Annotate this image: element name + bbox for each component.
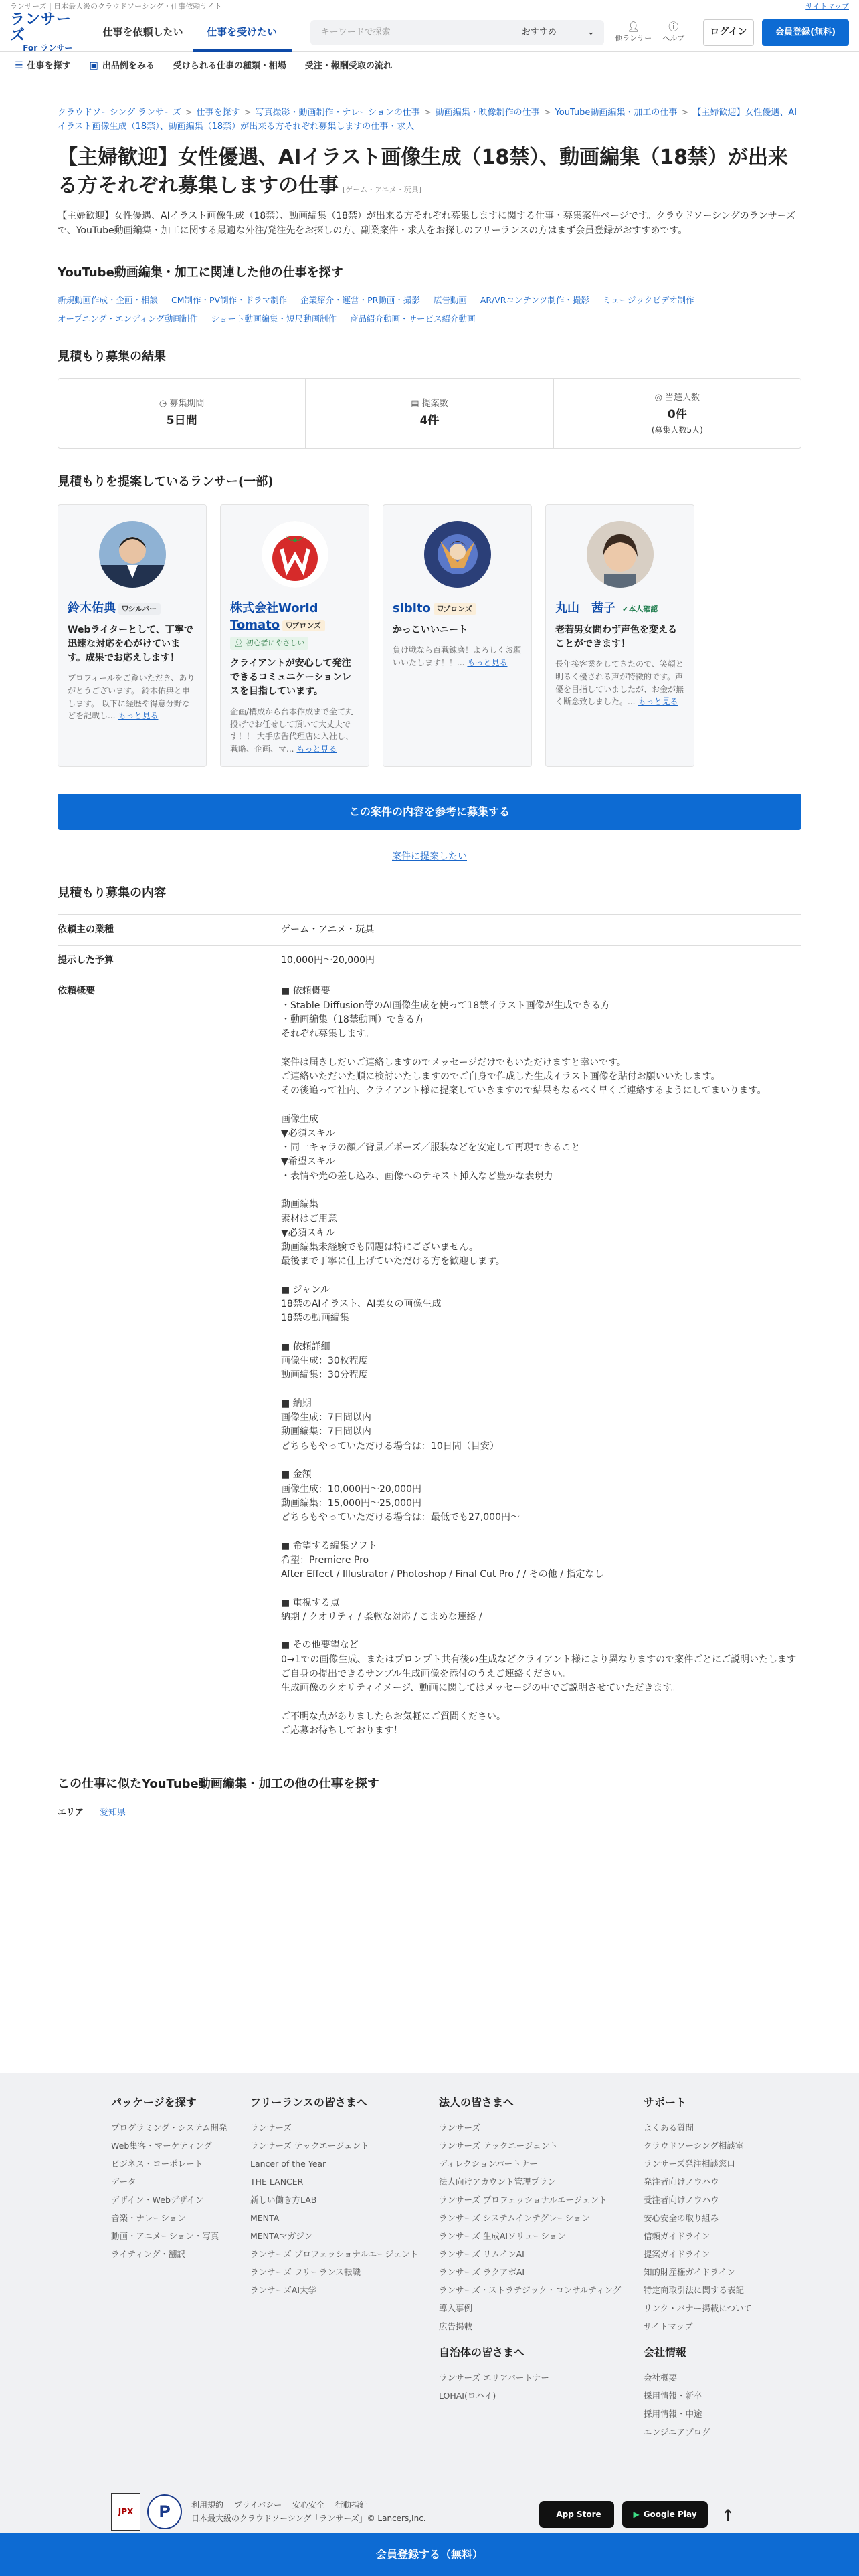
list-icon: ☰ <box>15 60 23 71</box>
footer-col-freelancers <box>250 2095 439 2441</box>
footer <box>0 2073 859 2576</box>
back-to-top-icon[interactable]: ↑ <box>721 2506 735 2525</box>
footer-link[interactable]: 広告掲載 <box>439 2321 473 2331</box>
footer-col-packages <box>111 2095 250 2441</box>
footer-link[interactable]: ランサーズ エリアパートナー <box>439 2373 549 2383</box>
footer-link[interactable]: 法人向けアカウント管理プラン <box>439 2177 556 2187</box>
more-link[interactable]: もっと見る <box>638 697 678 707</box>
search-box <box>310 20 604 45</box>
verified-badge <box>618 603 662 615</box>
proposer-card[interactable] <box>220 504 369 767</box>
proposer-card[interactable] <box>58 504 207 767</box>
lead-text: 【主婦歓迎】女性優遇、AIイラスト画像生成（18禁）、動画編集（18禁）が出来る方それぞれ募集しますに関する仕事・募集案件ページです。クラウドソーシングのランサーズで、YouTube動画編集・加工に関する最適な外注/発注先をお探しの方、副業案件・求人をお探しのフリーランスの方はまず会員登録がおすすめです。 <box>58 210 795 236</box>
avatar <box>99 521 166 588</box>
document-icon: ▤ <box>411 398 422 409</box>
proposer-desc-wrap <box>555 658 684 708</box>
page-title-text: 【主婦歓迎】女性優遇、AIイラスト画像生成（18禁）、動画編集（18禁）が出来る方それぞれ募集しますの仕事 <box>58 145 788 197</box>
estimate-title: 見積もり募集の結果 <box>58 350 166 364</box>
clock-icon: ◷ <box>159 398 170 409</box>
footer-link[interactable]: MENTAマガジン <box>250 2231 312 2241</box>
proposer-name-wrap <box>230 600 359 633</box>
detail-row <box>58 976 801 1749</box>
related-link[interactable]: オープニング・エンディング動画制作 <box>58 313 198 324</box>
subnav-job-types[interactable] <box>173 60 286 73</box>
main-content <box>58 80 801 1820</box>
related-link[interactable]: 新規動画作成・企画・相談 <box>58 295 159 306</box>
estimate-proposals <box>306 379 553 448</box>
footer-link[interactable]: ランサーズ <box>250 2123 292 2133</box>
footer-col-title: 自治体の皆さまへ <box>439 2346 525 2359</box>
footer-link[interactable]: 発注者向けノウハウ <box>644 2177 719 2187</box>
estimate-hired-value: 0件 <box>667 408 687 422</box>
breadcrumb <box>58 106 801 134</box>
help-icon: ⓘ <box>668 21 679 33</box>
area-link[interactable]: 愛知県 <box>100 1808 126 1818</box>
logo-sub: For ランサー <box>23 43 73 53</box>
newbie-label: 初心者にやさしい <box>246 638 305 647</box>
site-tagline: ランサーズ | 日本最大級のクラウドソーシング・仕事依頼サイト <box>10 1 222 11</box>
chevron-down-icon: ⌄ <box>587 27 595 37</box>
footer-link[interactable]: 受注者向けノウハウ <box>644 2195 719 2205</box>
proposer-name-wrap <box>555 600 684 617</box>
footer-col-business <box>439 2095 644 2441</box>
google-play-label: Google Play <box>643 2510 697 2519</box>
proposer-desc-wrap <box>230 706 359 755</box>
package-icon: ▣ <box>89 60 98 71</box>
footer-link[interactable]: リンク・バナー掲載について <box>644 2303 753 2313</box>
footer-link[interactable]: データ <box>111 2177 136 2187</box>
user-icon: 👤︎ <box>627 21 640 33</box>
top-strip <box>0 0 859 13</box>
details-table <box>58 914 801 1749</box>
footer-link[interactable]: ランサーズ リムインAI <box>439 2249 524 2259</box>
copyright: 日本最大級のクラウドソーシング「ランサーズ」© Lancers,Inc. <box>191 2514 426 2523</box>
footer-link[interactable]: ディレクションパートナー <box>439 2159 538 2169</box>
footer-link[interactable]: ビジネス・コーポレート <box>111 2159 203 2169</box>
verified-label: 本人確認 <box>628 604 658 613</box>
area-label: エリア <box>58 1808 84 1818</box>
footer-link[interactable]: ランサーズ プロフェッショナルエージェント <box>250 2249 419 2259</box>
propose-link-wrap <box>58 850 801 864</box>
other-lancer-button[interactable] <box>613 20 654 45</box>
related-link[interactable]: 商品紹介動画・サービス紹介動画 <box>350 313 476 324</box>
detail-row <box>58 915 801 946</box>
estimate-proposal-value: 4件 <box>419 414 440 428</box>
legal-links <box>191 2498 426 2526</box>
footer-link[interactable]: ランサーズ テックエージェント <box>439 2141 558 2151</box>
avatar <box>587 521 654 588</box>
sub-nav <box>0 52 859 80</box>
shield-icon: ⛉ <box>286 621 292 630</box>
page-title <box>58 144 801 200</box>
footer-link[interactable]: ライティング・翻訳 <box>111 2249 185 2259</box>
subnav-label: 出品例をみる <box>102 60 155 71</box>
estimate-hired-sub: (募集人数5人) <box>651 425 703 435</box>
logo[interactable] <box>10 12 86 53</box>
estimate-proposal-label-wrap <box>411 397 448 411</box>
breadcrumb-link[interactable]: 仕事を探す <box>196 108 240 118</box>
estimate-period-label-wrap <box>159 397 205 411</box>
header-icons <box>613 20 694 45</box>
proposer-name[interactable]: 丸山 茜子 <box>555 601 615 616</box>
apply-with-reference-button[interactable]: この案件の内容を参考に募集する <box>58 794 801 830</box>
estimate-period <box>58 379 306 448</box>
subnav-label: 受注・報酬受取の流れ <box>304 60 392 71</box>
footer-col-title: パッケージを探す <box>111 2096 197 2109</box>
footer-link[interactable]: 知的財産権ガイドライン <box>644 2267 735 2277</box>
footer-link[interactable]: ランサーズAI大学 <box>250 2285 317 2295</box>
sticky-register-button[interactable]: 会員登録する（無料） <box>0 2533 859 2576</box>
related-title: YouTube動画編集・加工に関連した他の仕事を探す <box>58 265 343 280</box>
rank-badge <box>118 603 161 615</box>
footer-link[interactable]: ランサーズ 生成AIソリューション <box>439 2231 566 2241</box>
footer-link[interactable]: 採用情報・中途 <box>644 2409 702 2419</box>
breadcrumb-link[interactable]: YouTube動画編集・加工の仕事 <box>555 108 678 118</box>
proposer-headline: かっこいいニート <box>393 625 468 636</box>
detail-label: 提示した予算 <box>58 955 114 966</box>
footer-columns <box>111 2095 859 2441</box>
legal-link[interactable]: 安心安全 <box>292 2500 325 2510</box>
subnav-find-jobs[interactable] <box>15 59 71 73</box>
footer-col-title: 会社情報 <box>644 2346 687 2359</box>
subnav-label: 受けられる仕事の種類・相場 <box>173 60 286 71</box>
footer-link[interactable]: MENTA <box>250 2213 280 2223</box>
footer-link[interactable]: エンジニアブログ <box>644 2427 710 2437</box>
proposer-name[interactable]: 株式会社World Tomato <box>230 601 318 633</box>
proposer-desc-wrap <box>68 672 197 722</box>
proposer-desc: 負け戦なら百戦錬磨！よろしくお願いいたします！！... <box>393 645 522 668</box>
more-link[interactable]: もっと見る <box>118 711 159 721</box>
footer-link[interactable]: ランサーズ <box>439 2123 480 2133</box>
proposer-desc: 企画/構成から台本作成まで全て丸投げでお任せして頂いて大丈夫です！！ 大手広告代理店に入社し、戦略、企画、マ... <box>230 707 354 754</box>
proposer-headline: Webライターとして、丁寧で迅速な対応を心がけています。成果でお応えします！ <box>68 625 193 664</box>
footer-link[interactable]: ランサーズ プロフェッショナルエージェント <box>439 2195 607 2205</box>
rank-badge <box>434 603 476 615</box>
footer-link[interactable]: ランサーズ フリーランス転職 <box>250 2267 361 2277</box>
footer-link[interactable]: 提案ガイドライン <box>644 2249 710 2259</box>
footer-link[interactable]: 採用情報・新卒 <box>644 2391 702 2401</box>
privacy-mark-logo: P <box>147 2494 182 2529</box>
footer-link[interactable]: ランサーズ テックエージェント <box>250 2141 369 2151</box>
breadcrumb-link[interactable]: クラウドソーシング ランサーズ <box>58 108 181 118</box>
estimate-proposal-label: 提案数 <box>421 398 448 409</box>
avatar <box>424 521 491 588</box>
footer-link[interactable]: ランサーズ発注相談窓口 <box>644 2159 735 2169</box>
industry-tag: [ゲーム・アニメ・玩具] <box>343 185 422 194</box>
app-store-badge[interactable] <box>539 2501 614 2528</box>
overview-text: ■ 依頼概要 ・Stable Diffusion等のAI画像生成を使って18禁イラスト画像が生成できる方 ・動画編集（18禁動画）できる方 それぞれ募集します。 案件は届きしだいご連絡しますのでメッセージだけでもいただけますと幸いです。 ご連絡いただいた順に検討いたしますのでご自身で作成した生成イラスト画像を貼付お願いいたします。 その後追って社内、クライアント様に提案していきますので結果もなるべく早くご連絡するようにしてまいります。 画像生成 ▼必須スキル ・同一キャラの顔／背景／ポーズ／服装などを安定して再現できること ▼希望スキル ・表情や光の差し込み、画像へのテキスト挿入など豊かな表現力 動画編集 素材はご用意 ▼必須スキル 動画編集未経験でも問題は特にございません。 最後まで丁寧に仕上げていただける方を歓迎します。 ■ ジャンル 18禁のAIイラスト、AI美女の画像生成 18禁の動画編集 ■ 依頼詳細 画像生成：30枚程度 動画編集：30分程度 ■ 納期 画像生成：7日間以内 動画編集：7日間以内 どちらもやっていただける場合は：10日間（目安） ■ 金額 画像生成：10,000円〜20,000円 動画編集：15,000円〜25,000円 どちらもやっていただける場合は：最低でも27,000円〜 ■ 希望する編集ソフト 希望：Premiere Pro After Effect / Illustrator / Photoshop / Final Cut Pro / / その他 / 指定なし ■ 重視する点 納期 / クオリティ / 柔軟な対応 / こまめな連絡 / ■ その他要望など 0→1での画像生成、またはプロンプト共有後の生成などクライアント様により異なりますので案件ごとにご説明いたします ご自身の提出できるサンプル生成画像を添付のうえご連絡ください。 生成画像のクオリティイメージ、動画に関してはメッセージの中でご説明させていただきます。 ご不明な点がありましたらお気軽にご質問ください。 ご応募お待ちしております！ <box>281 986 797 1737</box>
footer-link[interactable]: Web集客・マーケティング <box>111 2141 212 2151</box>
footer-link[interactable]: ランサーズ システムインテグレーション <box>439 2213 590 2223</box>
proposer-headline: 老若男女問わず声色を変えることができます！ <box>555 625 677 650</box>
propose-link[interactable]: 案件に提案したい <box>392 851 467 863</box>
proposers-title: 見積もりを提案しているランサー(一部) <box>58 475 274 490</box>
subnav-label: 仕事を探す <box>27 60 71 71</box>
shield-icon: ⛉ <box>437 604 444 613</box>
footer-col-title: フリーランスの皆さまへ <box>250 2096 367 2109</box>
avatar <box>262 521 328 588</box>
breadcrumb-current[interactable]: 【主婦歓迎】女性優遇、AIイラスト画像生成（18禁）、動画編集（18禁）が出来る方それぞれ募集しますの仕事・求人 <box>58 108 797 132</box>
related-link[interactable]: ミュージックビデオ制作 <box>602 295 694 306</box>
details-title: 見積もり募集の内容 <box>58 886 166 901</box>
play-icon: ▶ <box>633 2510 640 2519</box>
person-icon: 👤︎ <box>234 638 246 647</box>
proposer-name-wrap <box>68 600 197 617</box>
newbie-badge <box>230 637 308 651</box>
footer-link[interactable]: 特定商取引法に関する表記 <box>644 2285 745 2295</box>
logo-main: ランサーズ <box>10 11 72 44</box>
detail-label: 依頼概要 <box>58 986 95 997</box>
legal-link[interactable]: プライバシー <box>233 2500 282 2510</box>
footer-link[interactable]: ランサーズ・ストラテジック・コンサルティング <box>439 2285 622 2295</box>
detail-value: 10,000円〜20,000円 <box>281 955 375 966</box>
estimate-period-label: 募集期間 <box>169 398 205 409</box>
chevron-right-icon: > <box>423 108 432 118</box>
rank-badge-label: シルバー <box>128 604 157 613</box>
similar-title: この仕事に似たYouTube動画編集・加工の他の仕事を探す <box>58 1777 379 1792</box>
footer-bottom <box>111 2493 426 2531</box>
proposer-name-wrap <box>393 600 522 617</box>
more-link[interactable]: もっと見る <box>467 658 508 668</box>
more-link[interactable]: もっと見る <box>296 744 337 754</box>
footer-link[interactable]: 会社概要 <box>644 2373 678 2383</box>
estimate-period-value: 5日間 <box>166 414 197 428</box>
area-row <box>58 1806 801 1820</box>
rank-badge-label: ブロンズ <box>292 621 322 630</box>
proposer-name[interactable]: 鈴木佑典 <box>68 601 116 616</box>
jpx-logo: JPX <box>111 2493 140 2531</box>
footer-link[interactable]: クラウドソーシング相談室 <box>644 2141 744 2151</box>
search-sort-select[interactable] <box>512 20 604 45</box>
footer-link[interactable]: 音楽・ナレーション <box>111 2213 186 2223</box>
related-link[interactable]: AR/VRコンテンツ制作・撮影 <box>480 295 589 306</box>
sitemap-link[interactable]: サイトマップ <box>805 1 849 11</box>
footer-link[interactable]: 安心安全の取り組み <box>644 2213 719 2223</box>
chevron-right-icon: > <box>681 108 689 118</box>
help-label: ヘルプ <box>662 34 685 43</box>
proposer-card[interactable] <box>545 504 694 767</box>
proposer-card[interactable] <box>383 504 532 767</box>
footer-col-title: 法人の皆さまへ <box>439 2096 514 2109</box>
proposer-headline: クライアントが安心して発注できるコミュニケーションレスを目指しています。 <box>230 658 351 697</box>
proposer-desc-wrap <box>393 644 522 669</box>
chevron-right-icon: > <box>185 108 193 118</box>
rank-badge <box>282 620 325 631</box>
related-link[interactable]: ショート動画編集・短尺動画制作 <box>211 313 337 324</box>
register-button[interactable]: 会員登録(無料) <box>762 19 849 46</box>
rank-badge-label: ブロンズ <box>443 604 472 613</box>
tab-request-job[interactable]: 仕事を依頼したい <box>102 26 183 39</box>
breadcrumb-link[interactable]: 動画編集・映像制作の仕事 <box>435 108 540 118</box>
subnav-flow[interactable] <box>305 60 392 73</box>
proposer-desc: プロフィールをご覧いただき、ありがとうございます。 鈴木佑典と申します。 以下に経歴や得意分野などを記載し... <box>68 673 195 721</box>
app-store-label: App Store <box>556 2510 601 2519</box>
footer-col-title: サポート <box>644 2096 687 2109</box>
login-button[interactable]: ログイン <box>703 19 754 46</box>
search-sort-value: おすすめ <box>521 27 557 37</box>
footer-link[interactable]: 動画・アニメーション・写真 <box>111 2231 219 2241</box>
footer-col-support <box>644 2095 797 2441</box>
tab-receive-job[interactable]: 仕事を受けたい <box>193 13 292 52</box>
help-button[interactable] <box>654 20 694 45</box>
subnav-examples[interactable] <box>90 59 155 73</box>
related-link[interactable]: 企業紹介・運営・PR動画・撮影 <box>300 295 420 306</box>
footer-link[interactable]: デザイン・Webデザイン <box>111 2195 204 2205</box>
detail-label: 依頼主の業種 <box>58 924 114 936</box>
footer-link[interactable]: Lancer of the Year <box>250 2159 326 2169</box>
detail-row <box>58 946 801 976</box>
related-link[interactable]: CM制作・PV制作・ドラマ制作 <box>171 295 288 306</box>
check-icon: ✔ <box>622 604 629 613</box>
similar-section <box>58 1775 801 1820</box>
detail-value: ゲーム・アニメ・玩具 <box>281 924 375 936</box>
breadcrumb-link[interactable]: 写真撮影・動画制作・ナレーションの仕事 <box>255 108 420 118</box>
shield-icon: ⛉ <box>122 604 128 613</box>
footer-link[interactable]: プログラミング・システム開発 <box>111 2123 227 2133</box>
other-lancer-label: 他ランサー <box>615 34 652 43</box>
google-play-badge[interactable] <box>622 2501 708 2528</box>
footer-link[interactable]: 新しい働き方LAB <box>250 2195 317 2205</box>
legal-link[interactable]: 行動指針 <box>335 2500 367 2510</box>
footer-link[interactable]: サイトマップ <box>644 2321 693 2331</box>
legal-link[interactable]: 利用規約 <box>191 2500 224 2510</box>
footer-link[interactable]: 信頼ガイドライン <box>644 2231 710 2241</box>
footer-link[interactable]: 導入事例 <box>439 2303 473 2313</box>
footer-link[interactable]: LOHAI(ロハイ) <box>439 2391 496 2401</box>
related-links <box>58 291 801 328</box>
footer-link[interactable]: THE LANCER <box>250 2177 304 2187</box>
estimate-hired-label-wrap <box>655 391 700 405</box>
proposer-name[interactable]: sibito <box>393 601 431 616</box>
header <box>0 13 859 52</box>
header-tabs <box>94 13 292 52</box>
footer-link[interactable]: よくある質問 <box>644 2123 694 2133</box>
proposer-cards <box>58 504 801 767</box>
footer-link[interactable]: ランサーズ ラクアポAI <box>439 2267 525 2277</box>
related-link[interactable]: 広告動画 <box>433 295 467 306</box>
target-icon: ◎ <box>654 392 666 403</box>
chevron-right-icon: > <box>244 108 252 118</box>
proposer-desc: 長年接客業をしてきたので、笑顔と明るく優される声が特徴的です。声優を目指していましたが、お金が無く断念致しました。... <box>555 659 684 707</box>
estimate-hired-label: 当選人数 <box>665 392 700 403</box>
chevron-right-icon: > <box>543 108 551 118</box>
search-input[interactable]: キーワードで探索 <box>320 27 391 37</box>
estimate-summary <box>58 378 801 449</box>
estimate-hired <box>554 379 801 448</box>
